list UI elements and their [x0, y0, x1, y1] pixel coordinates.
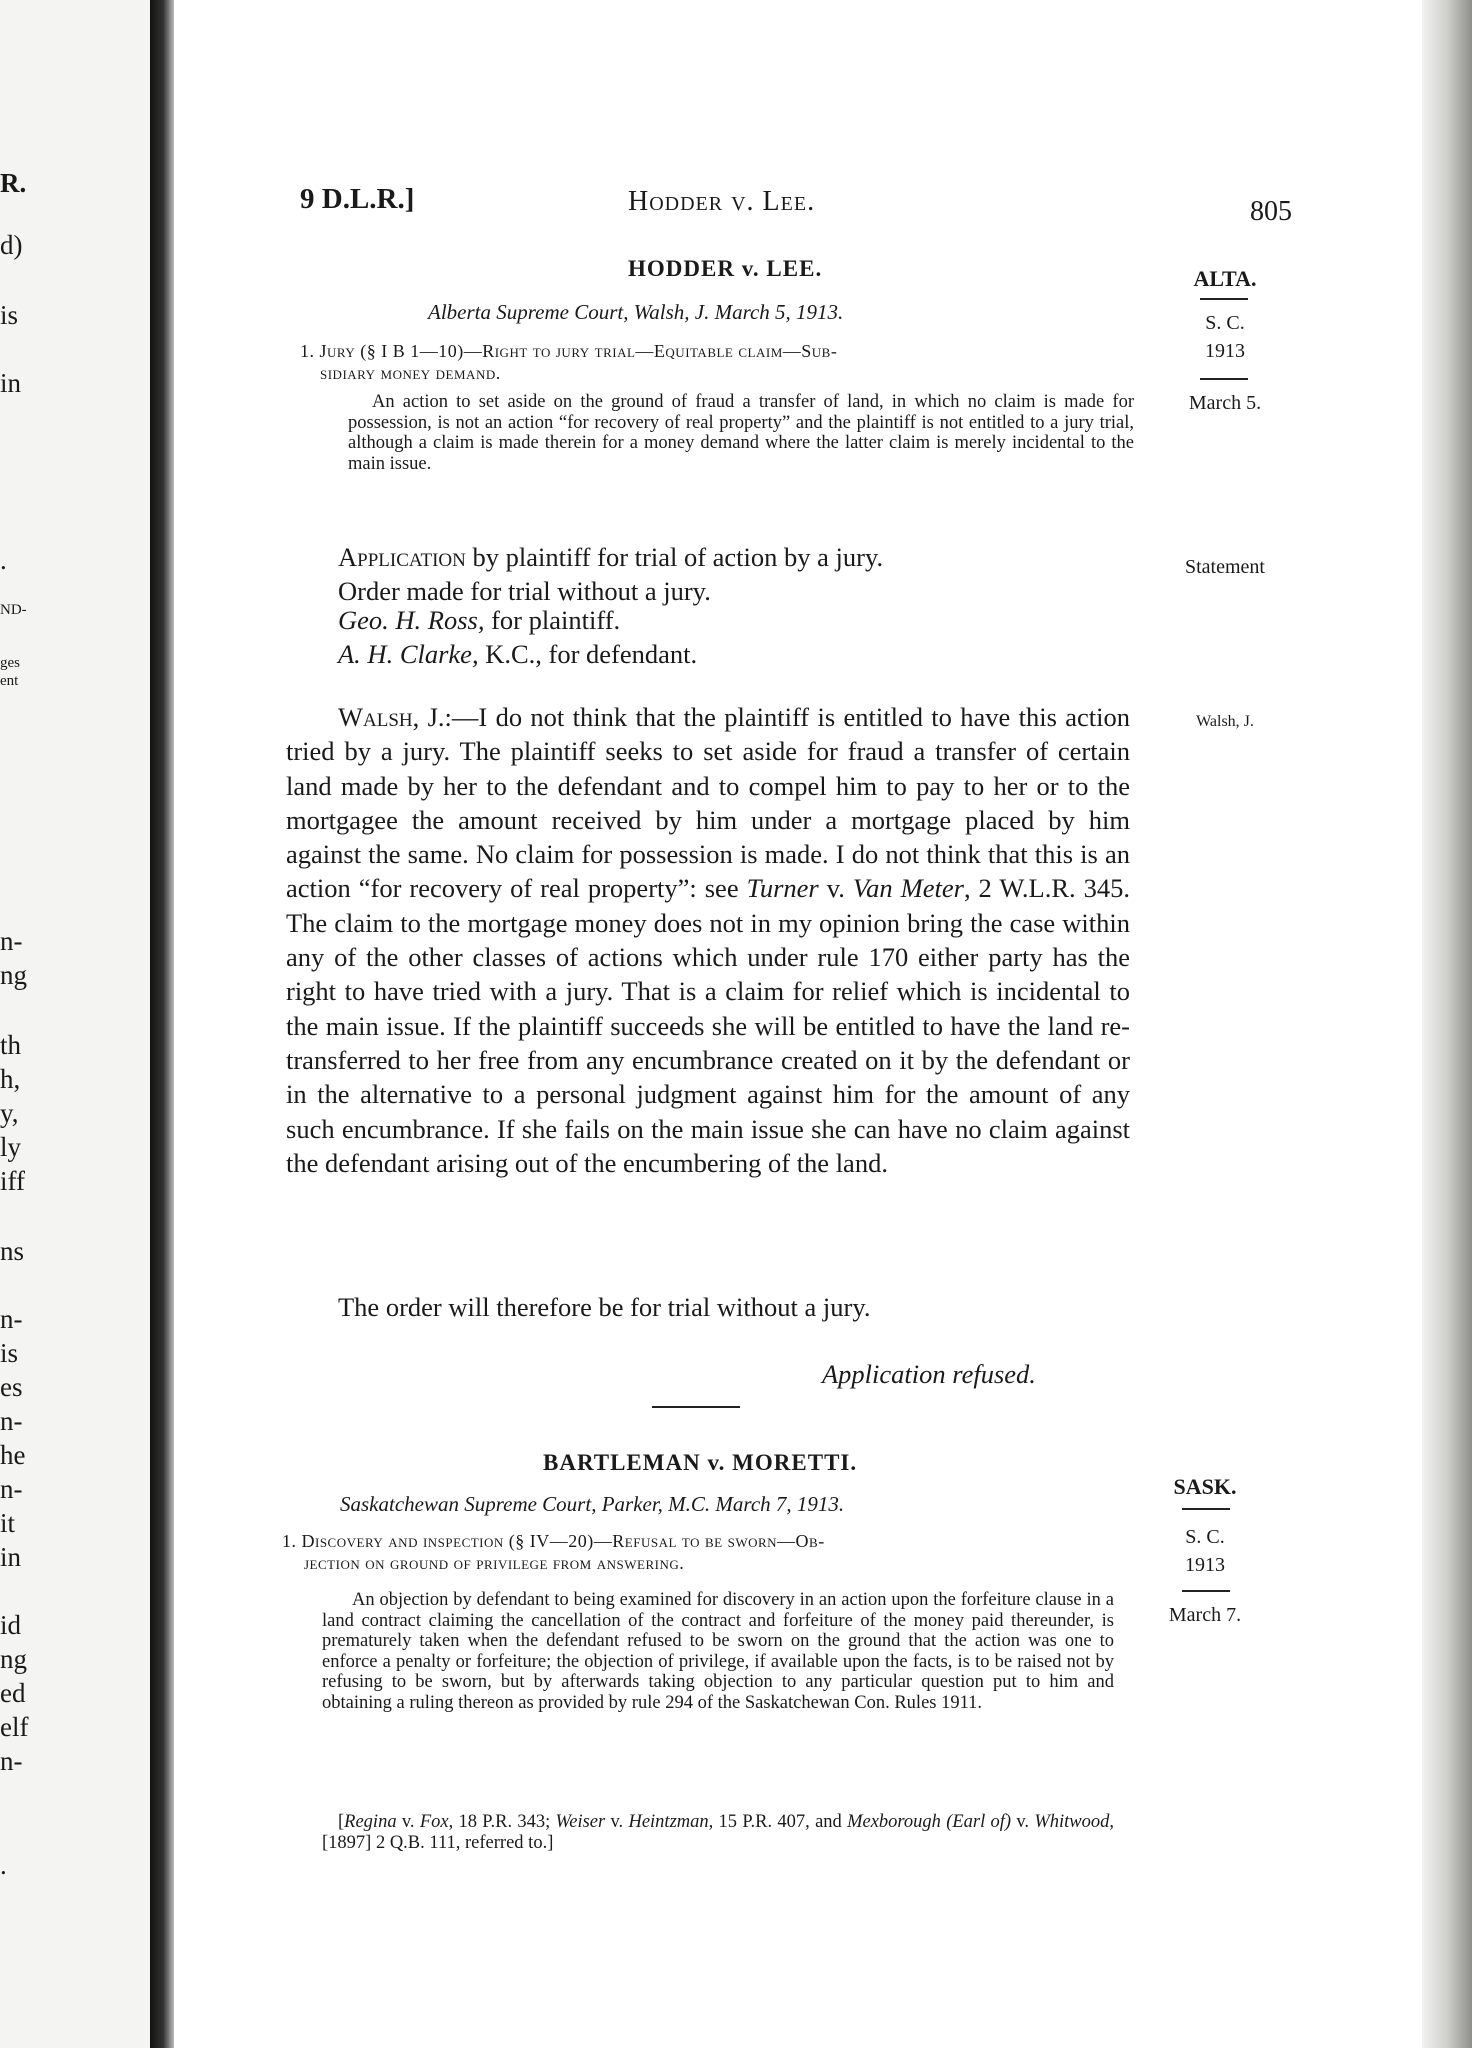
margin-province: ALTA. [1193, 266, 1257, 291]
margin-rule [1182, 1590, 1230, 1592]
margin-judge: Walsh, J. [1196, 713, 1254, 730]
case-title: BARTLEMAN v. MORETTI. [543, 1450, 858, 1475]
left-page-fragment: is [0, 1338, 19, 1368]
section-divider [652, 1406, 740, 1408]
left-page-fragment: he [0, 1440, 26, 1470]
left-page-fragment: ND- [0, 602, 27, 618]
order-text: The order will therefore be for trial without a jury. [338, 1292, 871, 1322]
margin-year: 1913 [1185, 1554, 1225, 1576]
book-spine [150, 0, 174, 2048]
left-page-fragment: it [0, 1508, 16, 1538]
headnote-heading: 1. Jury (§ I B 1—10)—Right to jury trial—Equitable claim—Sub- sidiary money demand. [300, 341, 838, 383]
right-page-edge [1422, 0, 1472, 2048]
court-line: Saskatchewan Supreme Court, Parker, M.C. March 7, 1913. [340, 1492, 845, 1516]
counsel-list: Geo. H. Ross, for plaintiff. A. H. Clarke, K.C., for defendant. [338, 605, 698, 670]
citations-text: [Regina v. Fox, 18 P.R. 343; Weiser v. Heintzman, 15 P.R. 407, and Mexborough (Earl of) v. Whitwood, [1897] 2 Q.B. 111, referred to.] [322, 1812, 1114, 1853]
headnote-abstract: An action to set aside on the ground of fraud a transfer of land, in which no claim is made for possession, is not an action “for recovery of real property” and the plaintiff is not entitled to a jury trial, although a claim is made therein for a money demand where the latter claim is merely incidental to the main issue. [348, 392, 1134, 474]
margin-court: S. C. [1185, 1526, 1225, 1548]
page-number: 805 [1250, 196, 1292, 227]
statement-text: Application by plaintiff for trial of action by a jury. Order made for trial without a jury. [338, 542, 884, 607]
left-page-fragment: th [0, 1030, 22, 1060]
left-page-fragment: n- [0, 1474, 23, 1504]
headnote-heading: 1. Discovery and inspection (§ IV—20)—Refusal to be sworn—Ob- jection on ground of privilege from answering. [282, 1531, 825, 1573]
left-page-fragment: . [0, 1850, 7, 1880]
margin-date: March 7. [1168, 1604, 1242, 1626]
court-line: Alberta Supreme Court, Walsh, J. March 5, 1913. [428, 300, 844, 324]
margin-rule [1200, 298, 1248, 300]
left-page-fragment: in [0, 1542, 22, 1572]
margin-rule [1200, 378, 1248, 380]
left-page-fragment: R. [0, 168, 27, 198]
left-page-fragment: in [0, 368, 22, 398]
margin-statement: Statement [1185, 556, 1265, 578]
margin-court: S. C. [1205, 312, 1245, 334]
left-page-fragment: es [0, 1372, 23, 1402]
result-text: Application refused. [822, 1359, 1036, 1389]
running-head-volume: 9 D.L.R.] [300, 183, 415, 215]
left-page-fragment: d) [0, 230, 23, 260]
left-page-fragment: is [0, 300, 19, 330]
case-title: HODDER v. LEE. [628, 256, 823, 281]
running-head-title: Hodder v. Lee. [628, 186, 816, 217]
left-page-fragment: n- [0, 1406, 23, 1436]
left-page-fragment: ns [0, 1236, 25, 1266]
margin-year: 1913 [1205, 340, 1245, 362]
left-page-fragment: ed [0, 1678, 26, 1708]
left-page-fragment: n- [0, 1746, 23, 1776]
left-page-fragment: iff [0, 1166, 25, 1196]
margin-date: March 5. [1188, 392, 1262, 414]
judgment-text: Walsh, J.:—I do not think that the plaintiff is entitled to have this action tried by a jury. The plaintiff seeks to set aside for fraud a transfer of certain land made by her to the defendant and to compel him to pay to her or to the mortgagee the amount received by him under a mortgage placed by him against the same. No claim for possession is made. I do not think that this is an action “for recovery of real property”: see Turner v. Van Meter, 2 W.L.R. 345. The claim to the mortgage money does not in my opinion bring the case within any of the other classes of actions which under rule 170 either party has the right to have tried with a jury. That is a claim for relief which is incidental to the main issue. If the plaintiff succeeds she will be entitled to have the land re-transferred to her free from any encumbrance created on it by the defendant or in the alternative to a personal judgment against him for the amount of any such encumbrance. If she fails on the main issue she can have no claim against the defendant arising out of the encumbering of the land. [286, 702, 1131, 1178]
left-page-fragment: y, [0, 1098, 19, 1128]
left-page-fragment: n- [0, 926, 23, 956]
left-page-fragment: ng [0, 960, 27, 990]
left-page-fragment: ng [0, 1644, 27, 1674]
left-page-fragment: ent [0, 673, 19, 689]
left-page-fragment: . [0, 545, 7, 575]
left-page-fragment: ges [0, 655, 20, 671]
left-page-fragment: h, [0, 1064, 21, 1094]
left-page-fragment: elf [0, 1712, 29, 1742]
left-page-fragment: n- [0, 1304, 23, 1334]
margin-rule [1182, 1508, 1230, 1510]
left-page-fragment: ly [0, 1132, 22, 1162]
left-page-fragment: id [0, 1610, 22, 1640]
headnote-abstract: An objection by defendant to being examined for discovery in an action upon the forfeiture clause in a land contract claiming the cancellation of the contract and forfeiture of the money paid thereunder, is prematurely taken when the defendant refused to be sworn on the ground that the action was one to enforce a penalty or forfeiture; the objection of privilege, if available upon the facts, is to be raised not by refusing to be sworn, but by afterwards taking objection to any particular question put to him and obtaining a ruling thereon as provided by rule 294 of the Saskatchewan Con. Rules 1911. [322, 1590, 1114, 1713]
left-page-edge [0, 0, 150, 2048]
margin-province: SASK. [1173, 1474, 1237, 1499]
